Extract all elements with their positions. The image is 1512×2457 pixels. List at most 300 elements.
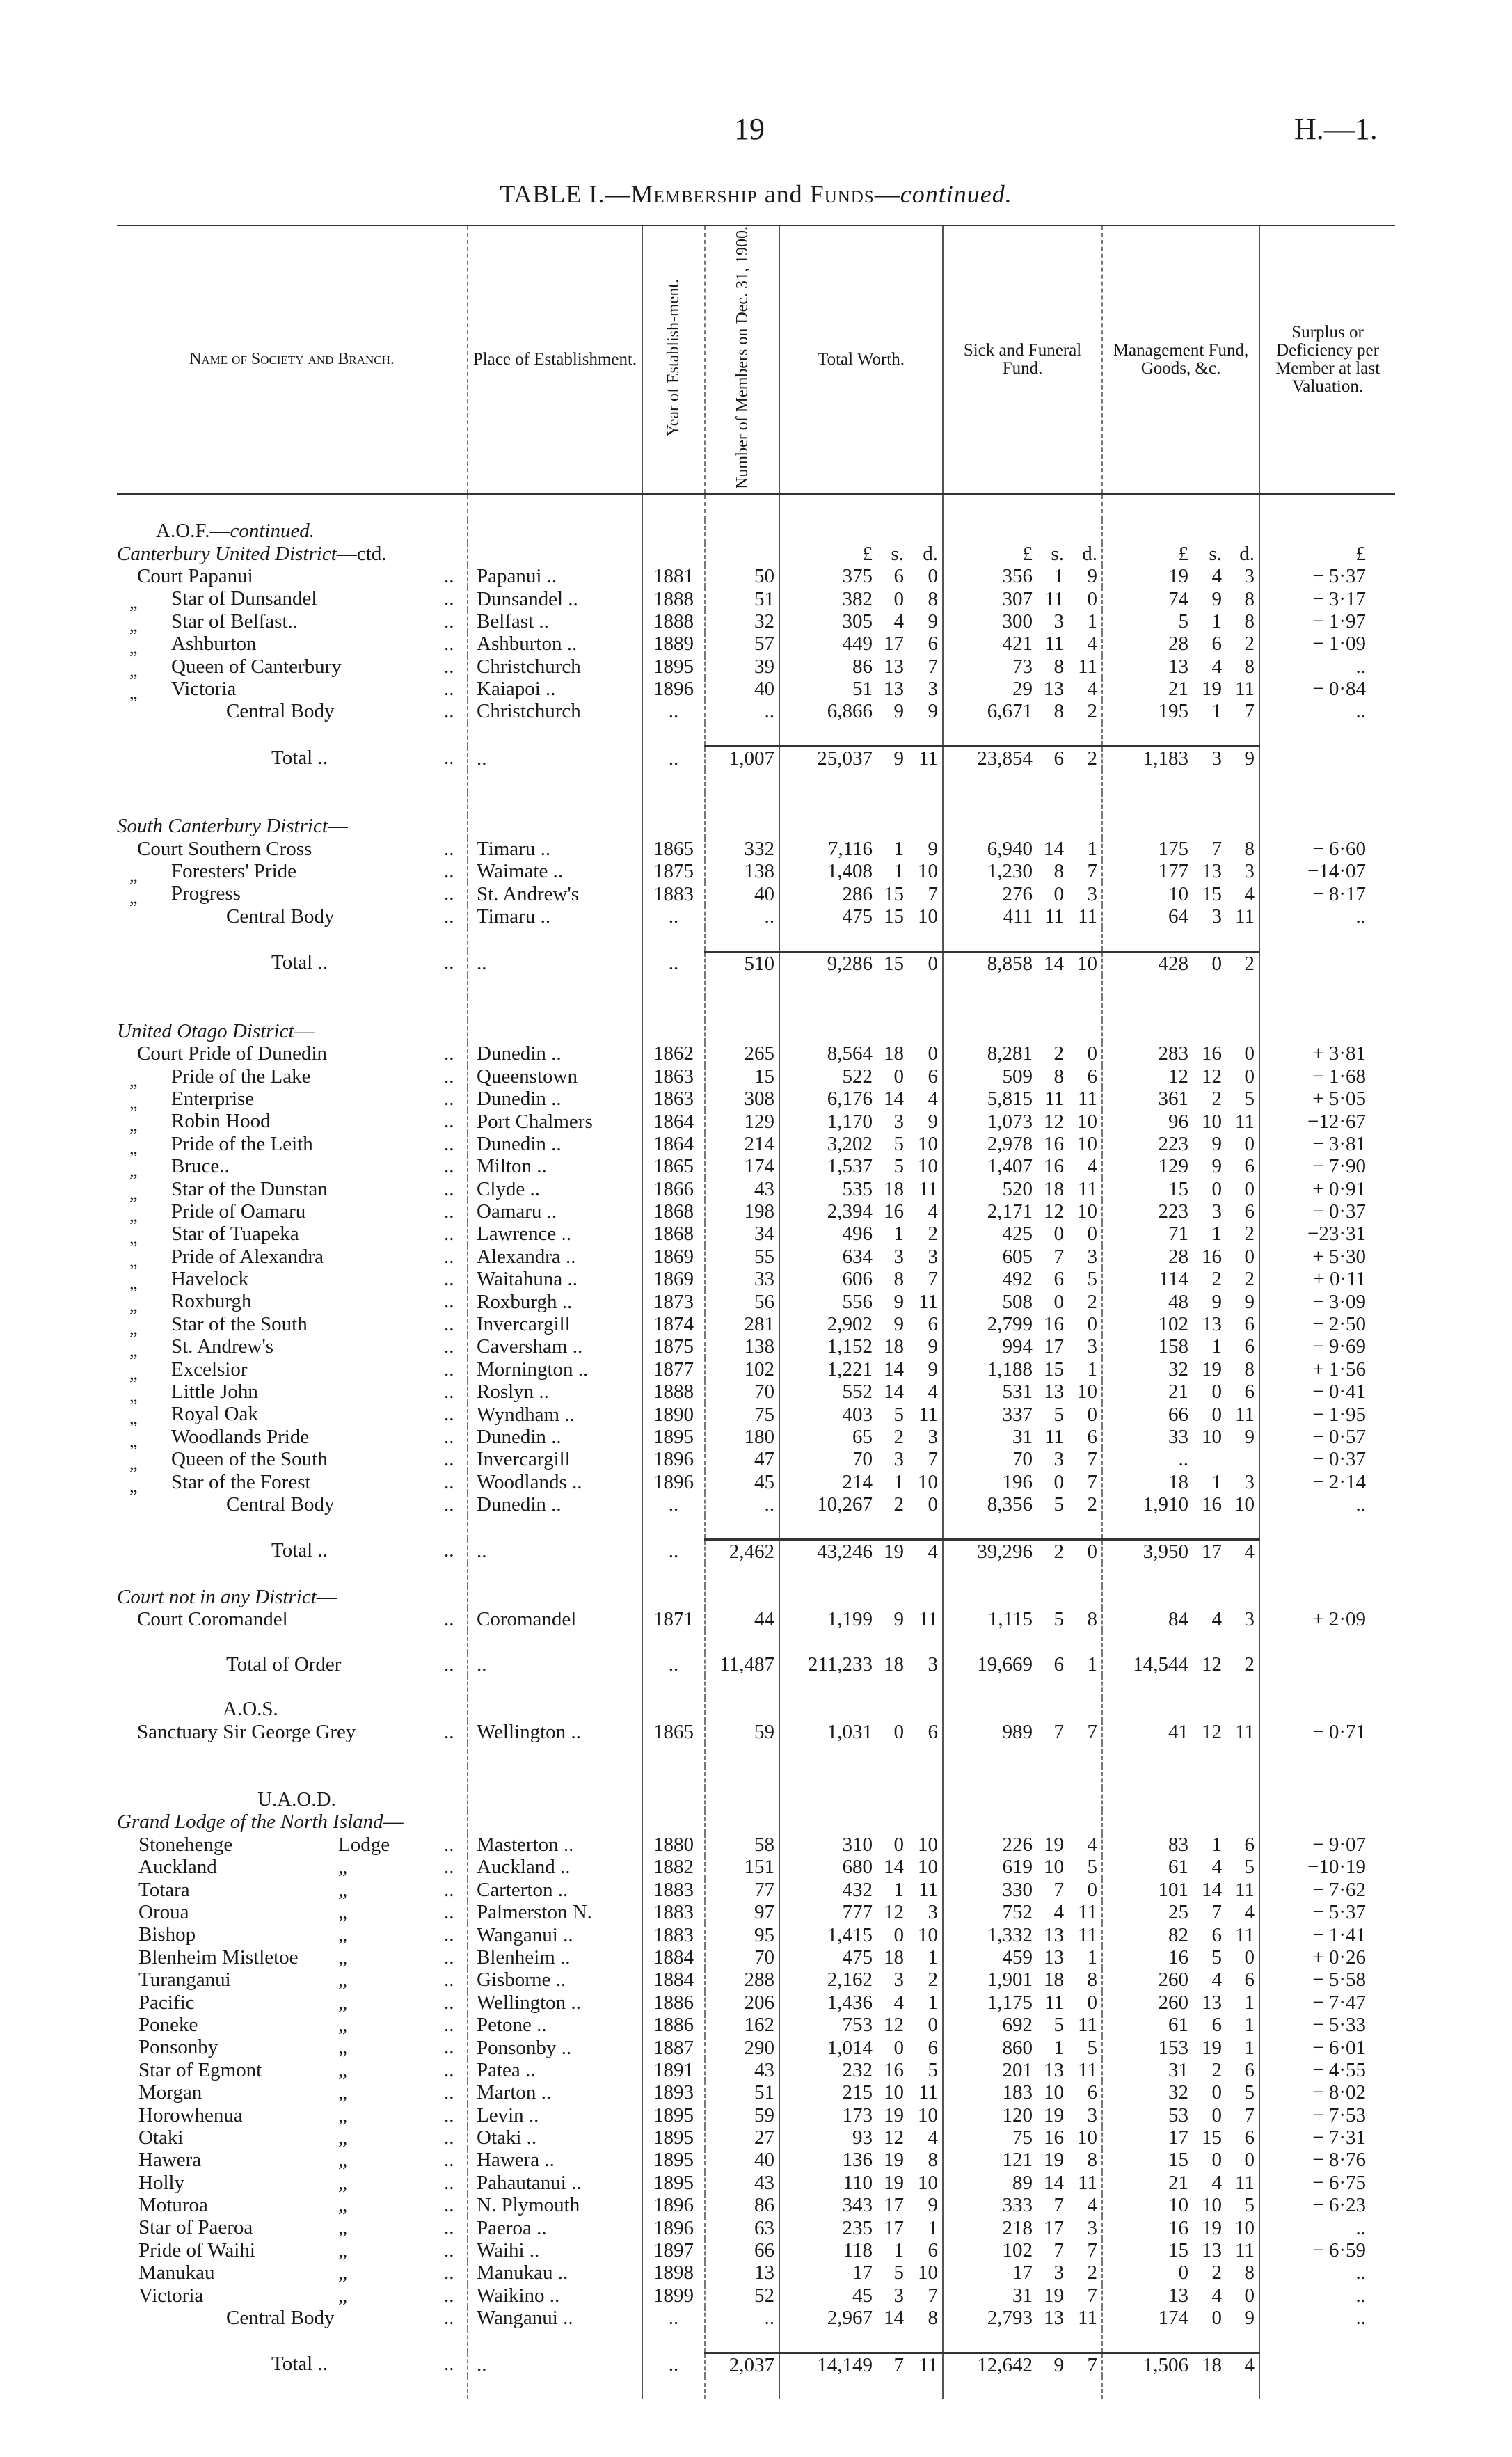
- cell-total-worth-pence: 6: [928, 1313, 939, 1336]
- cell-year: 1881: [642, 565, 705, 587]
- branch-name: Bishop: [138, 1923, 196, 1946]
- cell-total-worth-pence: 0: [928, 2014, 939, 2037]
- cell-management-shillings: 6: [1211, 2014, 1223, 2037]
- cell-year: [642, 1743, 705, 1765]
- cell-total-worth-pounds: [779, 1766, 877, 1788]
- cell-place: Dunedin ..: [468, 1088, 642, 1110]
- header-sick-funeral: Sick and Funeral Fund.: [943, 225, 1102, 494]
- cell-total-worth-pence: 11: [918, 1608, 939, 1631]
- branch-name: Central Body: [226, 2307, 335, 2330]
- title-funds: Funds: [809, 180, 875, 208]
- dot-leader: ..: [444, 746, 454, 769]
- cell-sick-fund-shillings: 1: [1053, 2036, 1065, 2059]
- cell-total-worth-pounds: [779, 975, 877, 997]
- cell-total-worth-pounds: 286: [779, 882, 877, 905]
- cell-sick-fund-shillings: 14: [1044, 2171, 1065, 2194]
- cell-place: Mornington ..: [468, 1358, 642, 1381]
- header-place: Place of Establishment.: [468, 225, 642, 494]
- cell-sick-fund-shillings: 17: [1044, 2216, 1065, 2239]
- cell-total-worth-pounds: 214: [779, 1471, 877, 1493]
- cell-sick-fund-pence: 3: [1087, 1335, 1098, 1358]
- cell-management-pence: 1: [1244, 1991, 1255, 2014]
- cell-management-pounds: [1102, 997, 1193, 1019]
- cell-surplus: [1259, 2353, 1395, 2376]
- cell-name: [117, 1879, 468, 1901]
- cell-total-worth-pounds: [779, 793, 877, 815]
- cell-total-worth-shillings: 12: [884, 2014, 904, 2037]
- cell-sick-fund-pounds: 1,073: [943, 1110, 1037, 1132]
- dot-leader: ..: [444, 1448, 454, 1471]
- table-row: [117, 1856, 1395, 1878]
- cell-total-worth-shillings: [877, 723, 908, 747]
- cell-total-worth-pence: 10: [918, 1834, 939, 1856]
- cell-place: [468, 793, 642, 815]
- cell-sick-fund-shillings: [1037, 793, 1068, 815]
- cell-total-worth-pence: 9: [928, 700, 939, 723]
- cell-management-pounds: 31: [1102, 2059, 1193, 2081]
- cell-total-worth-pence: 1: [928, 1946, 939, 1969]
- branch-name: Holly: [138, 2171, 185, 2194]
- cell-surplus: [1259, 1811, 1395, 1833]
- cell-management-pence: 11: [1235, 1923, 1255, 1946]
- section-heading-row: [117, 1811, 1395, 1833]
- cell-year: [642, 975, 705, 997]
- cell-total-worth-shillings: 0: [893, 1065, 904, 1088]
- cell-management-pence: 8: [1244, 2261, 1255, 2284]
- cell-place: Levin ..: [468, 2104, 642, 2126]
- cell-total-worth-shillings: 14: [884, 1856, 904, 1879]
- cell-total-worth-pence: 1: [928, 1991, 939, 2014]
- cell-sick-fund-pounds: 337: [943, 1403, 1037, 1425]
- cell-place: Caversham ..: [468, 1335, 642, 1358]
- cell-surplus: ..: [1259, 700, 1395, 722]
- cell-surplus: + 5·05: [1259, 1088, 1395, 1110]
- table-row: [117, 1313, 1395, 1335]
- cell-place: Marton ..: [468, 2081, 642, 2104]
- cell-management-shillings: 1: [1211, 1335, 1223, 1358]
- cell-management-pounds: [1102, 2329, 1193, 2353]
- cell-sick-fund-pence: [1068, 1630, 1102, 1653]
- cell-place: ..: [468, 2353, 642, 2376]
- cell-year: 1865: [642, 1721, 705, 1743]
- cell-year: [642, 1788, 705, 1811]
- title-dash: —: [874, 180, 900, 208]
- cell-total-worth-shillings: 2: [893, 1493, 904, 1516]
- cell-sick-fund-pence: 0: [1087, 1313, 1098, 1336]
- lodge-label: „: [338, 1923, 347, 1946]
- cell-surplus: − 2·14: [1259, 1471, 1395, 1493]
- cell-sick-fund-shillings: 18: [1044, 1969, 1065, 1991]
- branch-name: Auckland: [138, 1856, 217, 1879]
- cell-total-worth-shillings: 5: [893, 1403, 904, 1426]
- cell-year: 1863: [642, 1065, 705, 1088]
- lodge-label: „: [338, 2171, 347, 2194]
- table-row: [117, 1200, 1395, 1223]
- cell-total-worth-shillings: 8: [893, 1268, 904, 1291]
- lodge-label: „: [338, 2013, 347, 2036]
- cell-total-worth-pounds: 305: [779, 610, 877, 633]
- cell-sick-fund-pounds: 508: [943, 1290, 1037, 1312]
- cell-total-worth-pounds: [779, 770, 877, 792]
- cell-management-pounds: 19: [1102, 565, 1193, 587]
- total-row: [117, 951, 1395, 975]
- dot-leader: ..: [444, 860, 454, 883]
- cell-place: Ponsonby ..: [468, 2036, 642, 2058]
- cell-total-worth-shillings: [877, 1516, 908, 1539]
- table-row: [117, 2149, 1395, 2171]
- cell-total-worth-pence: 0: [928, 565, 939, 588]
- cell-total-worth-pence: [908, 1698, 943, 1720]
- cell-total-worth-pounds: [779, 1586, 877, 1608]
- cell-members: 95: [705, 1923, 779, 1946]
- table-body: [117, 494, 1395, 2399]
- cell-place: Clyde ..: [468, 1178, 642, 1200]
- cell-total-worth-shillings: [877, 2329, 908, 2353]
- dot-leader: ..: [444, 1290, 454, 1313]
- cell-sick-fund-shillings: 13: [1044, 1923, 1065, 1946]
- cell-members: [705, 1811, 779, 1833]
- cell-name: [117, 2376, 468, 2399]
- cell-management-pounds: 223: [1102, 1200, 1193, 1223]
- cell-members: 51: [705, 587, 779, 610]
- cell-management-pence: 8: [1244, 837, 1255, 860]
- cell-management-shillings: 15: [1202, 882, 1223, 905]
- cell-year: 1869: [642, 1268, 705, 1290]
- dot-leader: ..: [444, 2104, 454, 2126]
- cell-place: Coromandel: [468, 1608, 642, 1630]
- cell-place: Queenstown: [468, 1065, 642, 1088]
- cell-sick-fund-shillings: [1037, 1766, 1068, 1788]
- cell-members: 75: [705, 1403, 779, 1425]
- cell-sick-fund-pence: 7: [1087, 2354, 1098, 2376]
- cell-sick-fund-shillings: [1037, 1516, 1068, 1539]
- dot-leader: ..: [444, 1177, 454, 1200]
- cell-total-worth-pence: [908, 1743, 943, 1765]
- table-row: [117, 1381, 1395, 1403]
- cell-place: [468, 928, 642, 951]
- cell-sick-fund-pence: 0: [1087, 1878, 1098, 1901]
- cell-total-worth-shillings: 0: [893, 1834, 904, 1856]
- cell-place: [468, 1630, 642, 1653]
- cell-sick-fund-pence: 11: [1078, 2171, 1098, 2194]
- cell-management-pence: [1226, 815, 1259, 837]
- cell-sick-fund-pounds: 226: [943, 1834, 1037, 1856]
- cell-surplus: [1259, 723, 1395, 747]
- cell-place: Belfast ..: [468, 610, 642, 633]
- cell-name: [117, 1676, 468, 1698]
- cell-place: Wanganui ..: [468, 2307, 642, 2329]
- cell-management-pounds: [1102, 1020, 1193, 1042]
- cell-place: Invercargill: [468, 1313, 642, 1335]
- dot-leader: ..: [444, 1969, 454, 1991]
- cell-sick-fund-pounds: 183: [943, 2081, 1037, 2104]
- branch-name: Star of Dunsandel: [171, 587, 317, 610]
- branch-name: Queen of Canterbury: [171, 655, 342, 678]
- branch-name: Total ..: [271, 951, 328, 974]
- branch-name: Pride of Alexandra: [171, 1245, 324, 1268]
- cell-sick-fund-pence: [1068, 997, 1102, 1019]
- cell-sick-fund-pounds: 276: [943, 882, 1037, 905]
- cell-sick-fund-pence: 10: [1077, 1110, 1098, 1133]
- cell-place: Oamaru ..: [468, 1200, 642, 1223]
- cell-surplus: ..: [1259, 2216, 1395, 2239]
- cell-total-worth-shillings: 1: [893, 1223, 904, 1246]
- dot-leader: ..: [444, 2261, 454, 2284]
- dot-leader: ..: [444, 610, 454, 633]
- cell-place: ..: [468, 747, 642, 770]
- total-row: [117, 747, 1395, 770]
- branch-name: Poneke: [138, 2013, 198, 2036]
- cell-members: 86: [705, 2194, 779, 2216]
- cell-management-pounds: 14,544: [1102, 1653, 1193, 1676]
- cell-year: 1862: [642, 1042, 705, 1065]
- cell-place: Manukau ..: [468, 2261, 642, 2284]
- cell-total-worth-pounds: [779, 1743, 877, 1765]
- cell-total-worth-pounds: 310: [779, 1834, 877, 1856]
- dot-leader: ..: [444, 1312, 454, 1335]
- table-row: [117, 1448, 1395, 1470]
- cell-name: [117, 1132, 468, 1158]
- cell-place: [468, 1020, 642, 1042]
- cell-management-shillings: 4: [1211, 1856, 1223, 1879]
- cell-management-pounds: 1,183: [1102, 747, 1193, 770]
- cell-sick-fund-pounds: 8,858: [943, 951, 1037, 975]
- ditto-mark: „: [129, 1160, 138, 1181]
- cell-management-shillings: 19: [1202, 2216, 1223, 2239]
- cell-members: [705, 1563, 779, 1585]
- cell-sick-fund-pounds: 330: [943, 1879, 1037, 1901]
- cell-members: [705, 1676, 779, 1698]
- central-body-row: [117, 2307, 1395, 2329]
- branch-name: Royal Oak: [171, 1403, 258, 1426]
- cell-members: 308: [705, 1088, 779, 1110]
- section-heading: [117, 1020, 315, 1042]
- cell-management-pence: [1226, 494, 1259, 520]
- cell-year: [642, 997, 705, 1019]
- cell-sick-fund-pence: [1068, 928, 1102, 951]
- cell-total-worth-pounds: 382: [779, 587, 877, 610]
- cell-sick-fund-pounds: 605: [943, 1246, 1037, 1268]
- cell-sick-fund-pence: 3: [1087, 882, 1098, 905]
- table-row: [117, 655, 1395, 678]
- branch-name: Blenheim Mistletoe: [138, 1946, 299, 1969]
- blank-row: [117, 1630, 1395, 1653]
- cell-total-worth-pence: 4: [928, 1381, 939, 1404]
- cell-members: 45: [705, 1471, 779, 1493]
- heading-roman: A.O.S.: [223, 1698, 278, 1721]
- cell-management-pounds: [1102, 1563, 1193, 1585]
- cell-total-worth-pounds: 1,014: [779, 2036, 877, 2058]
- cell-management-pounds: 74: [1102, 587, 1193, 610]
- section-heading-row: [117, 815, 1395, 837]
- cell-total-worth-pounds: 1,031: [779, 1721, 877, 1743]
- branch-name: Pride of Waihi: [138, 2239, 255, 2261]
- cell-place: Waimate ..: [468, 860, 642, 882]
- branch-name: Star of the Dunstan: [171, 1177, 328, 1200]
- cell-surplus: − 4·55: [1259, 2059, 1395, 2081]
- cell-total-worth-pence: 10: [918, 1470, 939, 1493]
- cell-sick-fund-pounds: [943, 1788, 1037, 1811]
- cell-year: [642, 494, 705, 520]
- cell-management-pence: 0: [1244, 1245, 1255, 1268]
- branch-name: Star of Paeroa: [138, 2216, 253, 2239]
- cell-sick-fund-pence: 11: [1078, 1901, 1098, 1924]
- cell-surplus: £: [1259, 543, 1395, 565]
- cell-place: [468, 1586, 642, 1608]
- cell-total-worth-pence: [908, 1766, 943, 1788]
- cell-members: [705, 723, 779, 747]
- ditto-mark: „: [129, 1385, 138, 1406]
- cell-total-worth-pounds: [779, 1563, 877, 1585]
- cell-management-pence: [1226, 2329, 1259, 2353]
- cell-total-worth-shillings: 13: [884, 678, 904, 701]
- ditto-mark: „: [129, 1408, 138, 1429]
- cell-sick-fund-pence: [1068, 1563, 1102, 1585]
- cell-name: [117, 1698, 468, 1720]
- cell-total-worth-pence: 6: [928, 2036, 939, 2059]
- cell-place: Pahautanui ..: [468, 2172, 642, 2194]
- cell-total-worth-shillings: [877, 1788, 908, 1811]
- cell-total-worth-shillings: 2: [893, 1425, 904, 1448]
- cell-members: 97: [705, 1901, 779, 1923]
- ditto-mark: „: [129, 1453, 138, 1474]
- cell-sick-fund-pence: 9: [1087, 565, 1098, 588]
- cell-sick-fund-pence: 0: [1087, 1223, 1098, 1246]
- cell-total-worth-pence: 9: [928, 610, 939, 633]
- cell-total-worth-shillings: 16: [884, 1200, 904, 1223]
- cell-place: Papanui ..: [468, 565, 642, 587]
- cell-total-worth-pence: 10: [918, 2171, 939, 2194]
- title-and: and: [757, 180, 810, 208]
- cell-total-worth-shillings: 18: [884, 1177, 904, 1200]
- cell-place: Wyndham ..: [468, 1403, 642, 1425]
- cell-sick-fund-shillings: 11: [1044, 1425, 1065, 1448]
- cell-total-worth-shillings: 15: [884, 905, 904, 928]
- cell-total-worth-pounds: [779, 723, 877, 747]
- cell-sick-fund-pounds: 5,815: [943, 1088, 1037, 1110]
- cell-total-worth-shillings: 1: [893, 1470, 904, 1493]
- cell-year: 1887: [642, 2036, 705, 2058]
- cell-total-worth-pounds: 6,866: [779, 700, 877, 722]
- cell-year: 1882: [642, 1856, 705, 1878]
- cell-management-pence: 5: [1244, 2194, 1255, 2217]
- cell-management-pounds: 283: [1102, 1042, 1193, 1065]
- cell-total-worth-pence: [908, 723, 943, 747]
- cell-total-worth-pence: 3: [928, 1425, 939, 1448]
- branch-name: Pride of the Lake: [171, 1065, 311, 1088]
- cell-place: Wellington ..: [468, 1721, 642, 1743]
- cell-management-shillings: 0: [1211, 1381, 1223, 1404]
- cell-sick-fund-shillings: 8: [1053, 860, 1065, 883]
- cell-management-pence: [1226, 1698, 1259, 1720]
- cell-surplus: − 5·58: [1259, 1969, 1395, 1991]
- cell-total-worth-pounds: 86: [779, 655, 877, 678]
- cell-management-pence: 11: [1235, 678, 1255, 701]
- cell-surplus: − 7·31: [1259, 2126, 1395, 2149]
- cell-surplus: − 1·09: [1259, 633, 1395, 655]
- cell-sick-fund-pounds: 31: [943, 1426, 1037, 1448]
- cell-management-pounds: 174: [1102, 2307, 1193, 2329]
- cell-name: [117, 1743, 468, 1765]
- cell-sick-fund-shillings: 16: [1044, 1132, 1065, 1155]
- dot-leader: ..: [444, 1335, 454, 1358]
- cell-management-pounds: 1,506: [1102, 2353, 1193, 2376]
- cell-management-pounds: 1,910: [1102, 1493, 1193, 1516]
- cell-management-pounds: 361: [1102, 1088, 1193, 1110]
- end-row: [117, 2376, 1395, 2399]
- cell-name: [117, 1493, 468, 1516]
- lodge-label: „: [338, 2149, 347, 2172]
- cell-place: Dunedin ..: [468, 1133, 642, 1155]
- cell-management-shillings: 13: [1202, 860, 1223, 883]
- cell-place: Alexandra ..: [468, 1246, 642, 1268]
- cell-sick-fund-shillings: [1037, 770, 1068, 792]
- cell-management-pounds: 32: [1102, 1358, 1193, 1381]
- cell-total-worth-shillings: 17: [884, 633, 904, 655]
- cell-name: [117, 770, 468, 792]
- cell-sick-fund-pence: [1068, 770, 1102, 792]
- cell-total-worth-shillings: 3: [893, 1969, 904, 1991]
- cell-place: Wellington ..: [468, 1991, 642, 2014]
- cell-sick-fund-pence: 1: [1087, 1653, 1098, 1676]
- cell-sick-fund-pence: 0: [1087, 1991, 1098, 2014]
- cell-members: 40: [705, 882, 779, 905]
- cell-name: [117, 2194, 468, 2216]
- lodge-label: „: [338, 2058, 347, 2081]
- cell-management-shillings: 1: [1211, 1470, 1223, 1493]
- cell-sick-fund-shillings: 3: [1053, 610, 1065, 633]
- cell-surplus: − 1·68: [1259, 1065, 1395, 1088]
- cell-name: [117, 677, 468, 703]
- cell-management-shillings: 19: [1202, 678, 1223, 701]
- cell-total-worth-shillings: 0: [893, 2036, 904, 2059]
- cell-total-worth-pence: 5: [928, 2058, 939, 2081]
- cell-management-shillings: 0: [1211, 1177, 1223, 1200]
- cell-total-worth-shillings: [877, 2376, 908, 2399]
- cell-total-worth-shillings: 3: [893, 1110, 904, 1133]
- cell-sick-fund-shillings: 6: [1053, 1653, 1065, 1676]
- cell-members: 50: [705, 565, 779, 587]
- cell-management-pence: 4: [1244, 1901, 1255, 1924]
- cell-management-pence: 2: [1244, 952, 1255, 975]
- cell-name: [117, 905, 468, 928]
- cell-management-shillings: 19: [1202, 1358, 1223, 1381]
- cell-management-shillings: 1: [1211, 1223, 1223, 1246]
- cell-management-shillings: [1193, 1766, 1226, 1788]
- cell-total-worth-pence: [908, 928, 943, 951]
- cell-name: [117, 975, 468, 997]
- cell-total-worth-pence: 10: [918, 2261, 939, 2284]
- cell-total-worth-pounds: [779, 494, 877, 520]
- cell-sick-fund-pence: 6: [1087, 1425, 1098, 1448]
- cell-total-worth-pence: [908, 520, 943, 542]
- cell-total-worth-pence: 10: [918, 905, 939, 928]
- cell-name: [117, 951, 468, 975]
- cell-management-pence: [1226, 1020, 1259, 1042]
- cell-members: 281: [705, 1313, 779, 1335]
- table-title: [0, 180, 1512, 209]
- cell-total-worth-pence: d.: [923, 542, 939, 565]
- cell-management-shillings: [1193, 2329, 1226, 2353]
- header-name: Name of Society and Branch.: [117, 225, 468, 494]
- cell-name: [117, 1312, 468, 1338]
- table-row: [117, 1290, 1395, 1312]
- cell-members: 13: [705, 2261, 779, 2284]
- cell-sick-fund-pounds: 492: [943, 1268, 1037, 1290]
- table-row: [117, 2036, 1395, 2058]
- cell-management-shillings: 5: [1211, 1946, 1223, 1969]
- cell-sick-fund-pounds: 619: [943, 1856, 1037, 1878]
